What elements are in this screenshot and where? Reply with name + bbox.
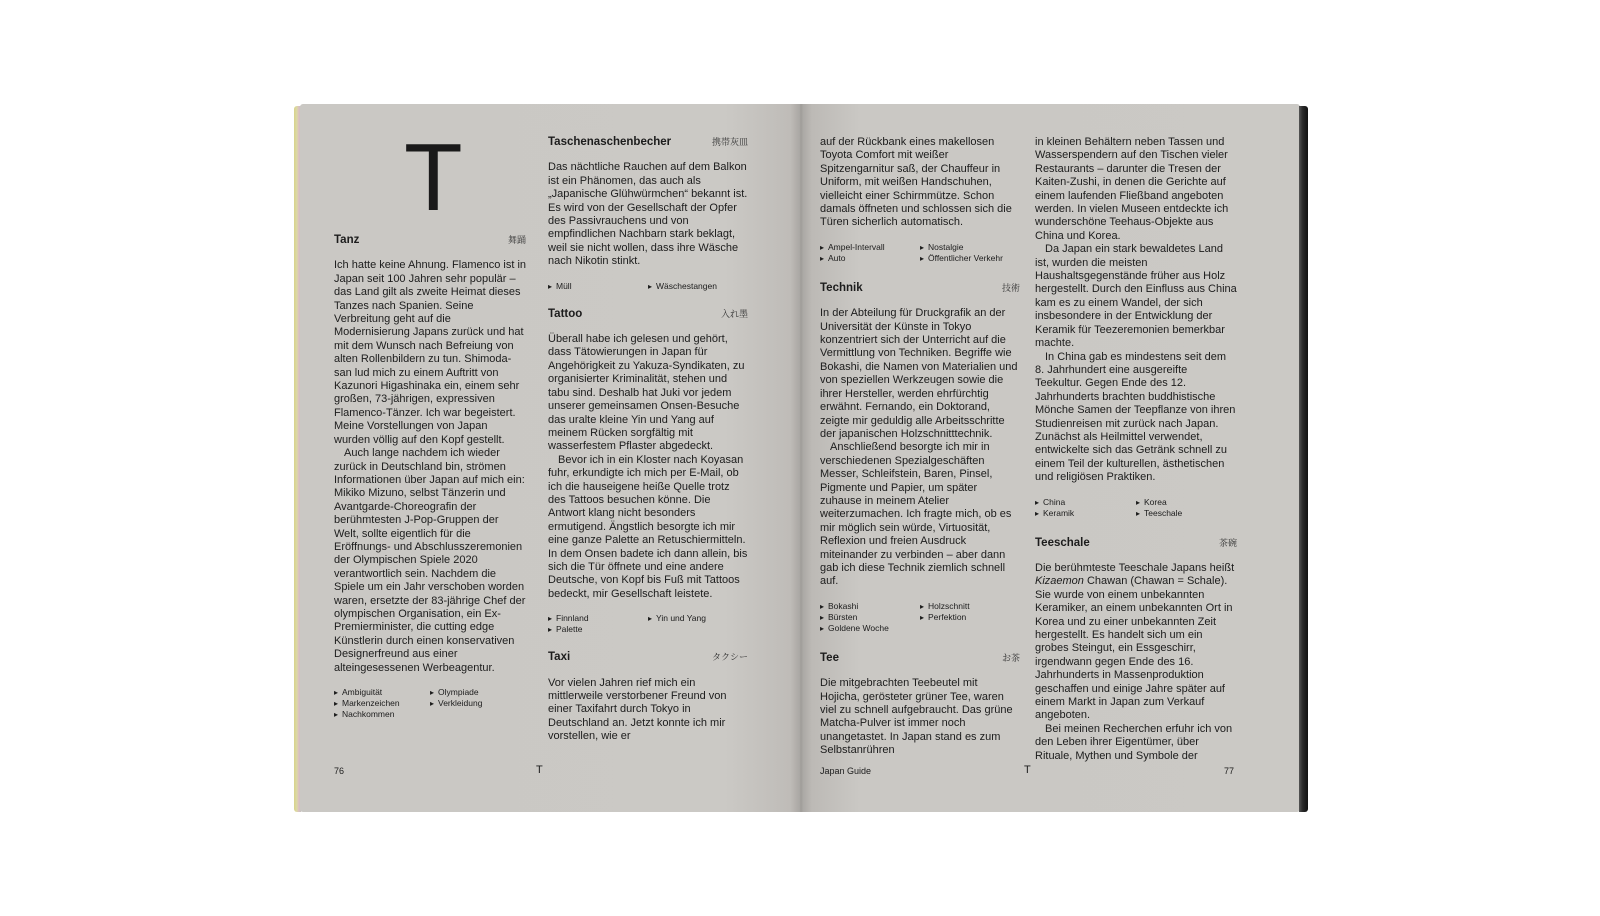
cross-reference[interactable]: ▸ Wäschestangen	[648, 281, 748, 292]
cross-references-tanz	[334, 687, 526, 720]
cross-reference[interactable]: ▸ Öffentlicher Verkehr	[920, 253, 1020, 264]
paragraph: Vor vielen Jahren rief mich ein mittlerweile verstorbener Freund von einer Taxifahrt durch Tokyo in Deutschland an. Jetzt konnte ich mir vorstellen, wie er	[548, 676, 727, 743]
left-column-1	[334, 234, 526, 720]
text-run: Chawan (Chawan = Schale). Sie wurde von einem unbekannten Keramiker, an einem unbekannten Ort in Korea und zu einer unbekannten Zeit hergestellt. Es handelt sich um ein grobes Steingut, ein Essgeschirr, irgendwann gegen Ende des 16. Jahrhunderts in Massenproduktion geschaffen und einige Jahre später auf einem Markt in Japan zum Verkauf angeboten.	[1035, 575, 1233, 722]
paragraph: Ich hatte keine Ahnung. Flamenco ist in Japan seit 100 Jahren sehr populär – das Land gilt als zweite Heimat dieses Tanzes nach Spanien. Seine Verbreitung geht auf die Modernisierung Japans zurück und hat mit dem Wunsch nach Befreiung von alten Rollenbildern zu tun. Shimoda-san lud mich zu einem Auftritt von Kazunori Higashinaka ein, einem sehr großen, 73-jährigen, expressiven Flamenco-Tänzer. Ich war begeistert. Meine Vorstellungen von Japan wurden völlig auf den Kopf gestellt.	[334, 259, 527, 446]
cross-reference[interactable]: ▸ Finnland	[548, 613, 648, 624]
cross-reference[interactable]: ▸ Keramik	[1035, 508, 1136, 519]
cross-reference[interactable]: ▸ Palette	[548, 624, 648, 635]
paragraph: auf der Rückbank eines makellosen Toyota Comfort mit weißer Spitzengarnitur saß, der Chauffeur in Uniform, mit weißen Handschuhen, vielleicht einer Schirmmütze. Schon damals öffneten und schlossen sich die Türen sicherlich automatisch.	[820, 136, 1012, 229]
paragraph: in kleinen Behältern neben Tassen und Wasserspendern auf den Tischen vieler Restaurants – darunter die Tresen der Kaiten-Zushi, in denen die Gerichte auf einem laufenden Fließband angeboten werden. In vielen Museen entdeckte ich wunderschöne Teehaus-Objekte aus China und Korea.	[1035, 136, 1229, 242]
paragraph: Anschließend besorgte ich mir in verschiedenen Spezialgeschäften Messer, Schleifstein, Baren, Pinsel, Pigmente und Papier, um später zuhause in meinem Atelier weiterzumachen. Ich fragte mich, ob es mir möglich sein würde, Virtuosität, Reflexion und freien Ausdruck miteinander zu verbinden – aber dann gab ich diese Technik ziemlich schnell auf.	[820, 441, 1012, 588]
paragraph: Bevor ich in ein Kloster nach Koyasan fuhr, erkundigte ich mich per E-Mail, ob ich die hauseigene heiße Quelle trotz des Tattoos besuchen könne. Die Antwort klang nicht besonders ermutigend. Ängstlich besorgte ich mir eine ganze Palette an Retuschiermitteln. In dem Onsen badete ich dann allein, bis sich die Tür öffnete und eine andere Deutsche, von Kopf bis Fuß mit Tattoos bedeckt, mir Gesellschaft leistete.	[548, 453, 748, 600]
paragraph: Das nächtliche Rauchen auf dem Balkon ist ein Phänomen, das auch als „Japanische Glühwürmchen“ bekannt ist. Es wird von der Gesellschaft der Opfer des Passivrauchens und von empfindlichen Nachbarn stark beklagt, weil sie nicht wollen, dass ihre Wäsche nach Nikotin stinkt.	[548, 161, 748, 268]
cross-reference[interactable]: ▸ Yin und Yang	[648, 613, 748, 624]
cross-reference[interactable]: ▸ Bürsten	[820, 612, 920, 623]
right-page	[800, 104, 1300, 812]
cross-reference[interactable]: ▸ Markenzeichen	[334, 698, 430, 709]
italic-term: Kizaemon	[1035, 575, 1084, 588]
cross-reference[interactable]: ▸ Korea	[1136, 497, 1237, 508]
cross-reference[interactable]: ▸ Olympiade	[430, 687, 526, 698]
entry-kanji-tee: お茶	[1001, 652, 1020, 663]
paragraph: Da Japan ein stark bewaldetes Land ist, wurden die meisten Haushaltsgegenstände früher aus Holz hergestellt. Durch den Einfluss aus China kam es zu einem Wandel, der sich insbesondere in der Entwicklung der Keramik für Teezeremonien bemerkbar machte.	[1035, 243, 1237, 350]
running-title: Japan Guide	[820, 766, 872, 776]
entry-kanji-taxi: タクシー	[711, 652, 748, 663]
entry-header-tee	[820, 652, 1020, 665]
cross-reference[interactable]: ▸ China	[1035, 497, 1136, 508]
cross-reference[interactable]: ▸ Nostalgie	[920, 242, 1020, 253]
cross-reference[interactable]: ▸ Auto	[820, 253, 920, 264]
paragraph: In China gab es mindestens seit dem 8. Jahrhundert eine ausgereifte Teekultur. Gegen Ende des 12. Jahrhunderts brachten buddhistische Mönche Samen der Teepflanze von ihren Studienreisen mit zurück nach Japan. Zunächst als Heilmittel verwendet, entwickelte sich das Getränk schnell zu einem Teil der kulturellen, ästhetischen und religiösen Praktiken.	[1035, 350, 1236, 484]
page-edges-right	[1299, 106, 1308, 812]
cross-references-technik	[820, 601, 1020, 634]
paragraph: Bei meinen Recherchen erfuhr ich von den Leben ihrer Eigentümer, über Rituale, Mythen und Symbole der	[1035, 722, 1233, 762]
entry-header-tanz	[334, 234, 526, 247]
page-number-right: 77	[1224, 766, 1235, 776]
text-run: Die berühmteste Teeschale Japans heißt	[1035, 561, 1235, 574]
paragraph	[1035, 562, 1237, 723]
entry-header-taxi	[548, 651, 748, 664]
cross-references-taxi	[820, 242, 1020, 264]
cross-reference[interactable]: ▸ Ambiguität	[334, 687, 430, 698]
left-column-2	[548, 136, 748, 744]
entry-title-teeschale: Teeschale	[1035, 536, 1090, 549]
paragraph: Die mitgebrachten Teebeutel mit Hojicha, gerösteter grüner Tee, waren viel zu schnell aufgebraucht. Das grüne Matcha-Pulver ist immer noch unangetastet. In Japan stand es zum Selbstanrühren	[820, 677, 1013, 757]
entry-title-taschenaschenbecher: Taschenaschenbecher	[548, 136, 672, 148]
cross-reference[interactable]: ▸ Müll	[548, 281, 648, 292]
entry-title-tee: Tee	[820, 651, 839, 664]
cross-reference[interactable]: ▸ Nachkommen	[334, 709, 430, 720]
cross-reference[interactable]: ▸ Bokashi	[820, 601, 920, 612]
cross-reference[interactable]: ▸ Goldene Woche	[820, 623, 920, 634]
left-page	[300, 104, 800, 812]
cross-reference[interactable]: ▸ Perfektion	[920, 612, 1020, 623]
entry-title-technik: Technik	[820, 281, 863, 294]
cross-reference[interactable]: ▸ Holzschnitt	[920, 601, 1020, 612]
cross-references-tee	[1035, 497, 1237, 519]
cross-references-tattoo	[548, 613, 748, 635]
entry-header-tattoo	[548, 308, 748, 321]
entry-header-teeschale	[1035, 537, 1237, 550]
footer-letter-left: T	[536, 764, 543, 776]
cross-reference[interactable]: ▸ Ampel-Intervall	[820, 242, 920, 253]
paragraph: In der Abteilung für Druckgrafik an der Universität der Künste in Tokyo konzentriert sich der Unterricht auf die Vermittlung von Techniken. Begriffe wie Bokashi, die Namen von Materialien und von speziellen Werkzeugen sowie die ihrer Hersteller, werden ehrfürchtig erwähnt. Fernando, ein Doktorand, zeigte mir geduldig alle Arbeitsschritte der japanischen Holzschnitttechnik.	[820, 307, 1018, 440]
paragraph: Überall habe ich gelesen und gehört, dass Tätowierungen in Japan für Angehörigkeit zu Yakuza-Syndikaten, zu organisierter Kriminalität, stehen und tabu sind. Deshalb hat Juki vor jedem unserer gemeinsamen Onsen-Besuche das uralte kleine Yin und Yang auf meinem Rücken sorgfältig mit wasserfestem Pflaster abgedeckt.	[548, 333, 745, 453]
cross-reference[interactable]: ▸ Verkleidung	[430, 698, 526, 709]
book-spine-shadow	[790, 104, 812, 812]
entry-title-tanz: Tanz	[334, 234, 360, 246]
entry-header-taschenaschenbecher	[548, 136, 748, 149]
entry-kanji-tanz: 舞踊	[507, 235, 526, 245]
entry-kanji-tattoo: 入れ墨	[720, 308, 748, 319]
open-book	[300, 104, 1300, 812]
right-column-2	[1035, 136, 1237, 763]
entry-kanji-teeschale: 茶碗	[1218, 537, 1237, 548]
footer-letter-right: T	[1024, 764, 1031, 776]
cross-references-taschenaschenbecher	[548, 281, 748, 292]
entry-kanji-technik: 技術	[1001, 282, 1020, 293]
cross-reference[interactable]: ▸ Teeschale	[1136, 508, 1237, 519]
entry-title-taxi: Taxi	[548, 651, 571, 664]
right-column-1	[820, 136, 1020, 758]
chapter-letter: T	[404, 124, 463, 231]
paragraph: Auch lange nachdem ich wieder zurück in Deutschland bin, strömen Informationen über Japan auf mich ein: Mikiko Mizuno, selbst Tänzerin und Avantgarde-Choreografin der berühmtesten J-Pop-Gruppen der Welt, sollte eigentlich für die Eröffnungs- und Abschlusszeremonien der Olympischen Spiele 2020 verantwortlich sein. Nachdem die Spiele um ein Jahr verschoben worden waren, ersetzte der 83-jährige Chef der olympischen Organisation, ein Ex-Premierminister, die cutting edge Künstlerin durch einen konservativen Designerfreund aus einer alteingesessenen Werbeagentur.	[334, 447, 526, 674]
entry-title-tattoo: Tattoo	[548, 307, 583, 320]
page-number-left: 76	[334, 766, 345, 776]
entry-header-technik	[820, 282, 1020, 295]
entry-kanji-taschenaschenbecher: 携帯灰皿	[711, 137, 748, 147]
